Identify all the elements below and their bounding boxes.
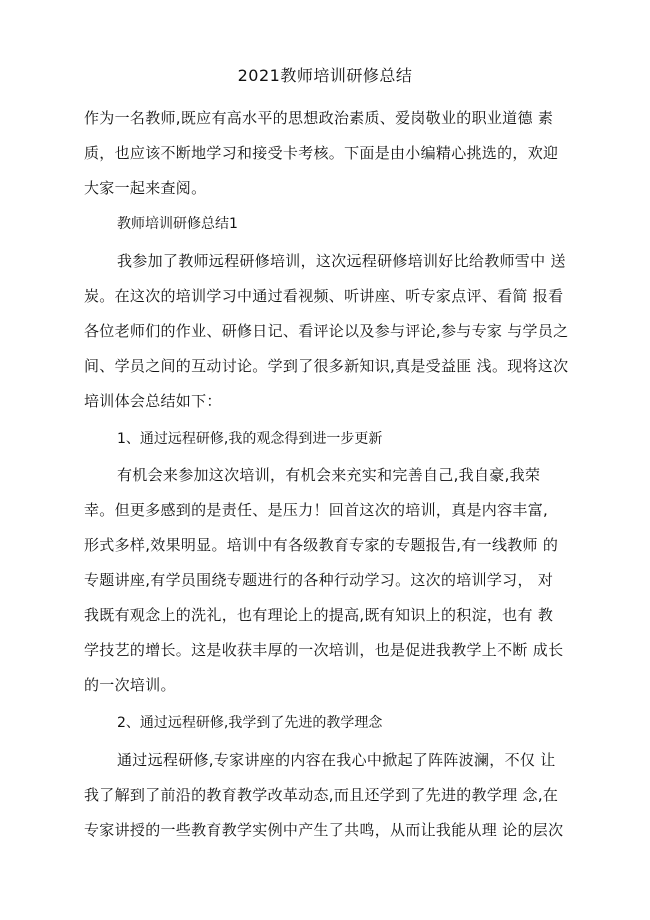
para2-line-2: 幸。但更多感到的是责任、是压力！回首这次的培训，真是内容丰富,	[84, 501, 549, 519]
para1-line-2: 炭。在这次的培训学习中通过看视频、听讲座、听专家点评、看简 报看	[84, 287, 564, 305]
para2-line-5: 我既有观念上的洗礼，也有理论上的提高,既有知识上的积淀，也有 教	[84, 606, 554, 624]
para1-line-5: 培训体会总结如下：	[84, 392, 222, 410]
para3-line-1: 通过远程研修,专家讲座的内容在我心中掀起了阵阵波澜，不仅 让	[117, 751, 556, 769]
para1-line-4: 间、学员之间的互动讨论。学到了很多新知识,真是受益匪 浅。现将这次	[84, 357, 569, 375]
para1-line-3: 各位老师们的作业、研修日记、看评论以及参与评论,参与专家 与学员之	[84, 322, 569, 340]
para2-line-7: 的一次培训。	[84, 676, 176, 694]
intro-line-1: 作为一名教师,既应有高水平的思想政治素质、爱岗敬业的职业道德 素	[84, 109, 554, 127]
heading-2: 2、通过远程研修,我学到了先进的教学理念	[117, 715, 383, 731]
para2-line-6: 学技艺的增长。这是收获丰厚的一次培训，也是促进我教学上不断 成长	[84, 641, 564, 659]
para2-line-4: 专题讲座,有学员围绕专题进行的各种行动学习。这次的培训学习， 对	[84, 571, 554, 589]
para1-line-1: 我参加了教师远程研修培训，这次远程研修培训好比给教师雪中 送	[117, 252, 566, 270]
heading-1: 1、通过远程研修,我的观念得到进一步更新	[117, 431, 383, 447]
para3-line-2: 我了解到了前沿的教育教学改革动态,而且还学到了先进的教学理 念,在	[84, 786, 559, 804]
intro-line-2: 质，也应该不断地学习和接受卡考核。下面是由小编精心挑选的，欢迎	[84, 144, 559, 162]
para2-line-3: 形式多样,效果明显。培训中有各级教育专家的专题报告,有一线教师 的	[84, 536, 559, 554]
para3-line-3: 专家讲授的一些教育教学实例中产生了共鸣，从而让我能从理 论的层次	[84, 821, 564, 839]
section-title: 教师培训研修总结1	[117, 216, 238, 232]
para2-line-1: 有机会来参加这次培训，有机会来充实和完善自己,我自豪,我荣	[117, 466, 541, 484]
intro-line-3: 大家一起来查阅。	[84, 179, 207, 197]
document-title: 2021教师培训研修总结	[237, 66, 413, 85]
